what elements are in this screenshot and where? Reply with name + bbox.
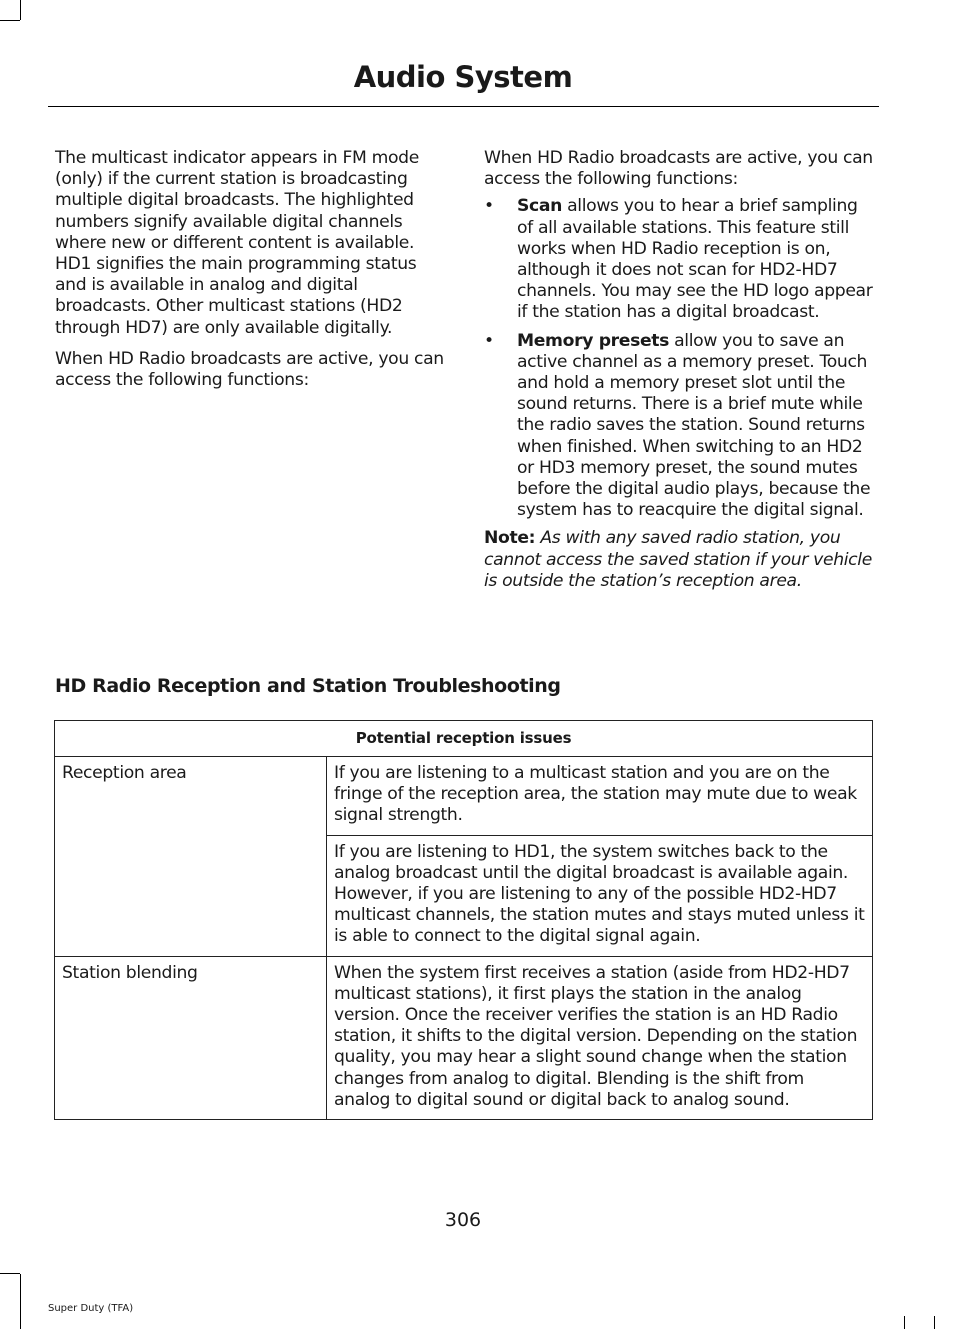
bullet-term: Memory presets (517, 330, 670, 351)
paragraph: When HD Radio broadcasts are active, you can access the following functions: (484, 148, 873, 190)
section-heading: HD Radio Reception and Station Troubleshooting (55, 675, 561, 697)
page-title: Audio System (353, 60, 573, 94)
crop-mark (20, 1274, 21, 1329)
table-header: Potential reception issues (55, 721, 873, 757)
table-header-row (55, 721, 873, 757)
header-rule (48, 106, 879, 107)
left-column (55, 148, 447, 401)
note-label: Note: (484, 528, 536, 549)
crop-mark (0, 20, 20, 21)
function-list (484, 196, 876, 521)
note-text: As with any saved radio station, you cannot access the saved station if your vehicle is outside the station’s reception area. (484, 528, 872, 591)
reception-issues-table (54, 720, 873, 1120)
table-row (55, 956, 873, 1119)
bullet-term: Scan (517, 196, 563, 217)
crop-mark (20, 0, 21, 20)
document-name: Super Duty (TFA) (48, 1303, 134, 1314)
row-label: Reception area (55, 757, 327, 957)
crop-mark (0, 1273, 20, 1274)
paragraph: The multicast indicator appears in FM mode (only) if the current station is broadcasting multiple digital broadcasts. The highlighted numbers signify available digital channels where new or different content is available. HD1 signifies the main programming status and is available in analog and digital broadcasts. Other multicast stations (HD2 through HD7) are only available digitally. (55, 148, 419, 338)
right-column (484, 148, 876, 602)
crop-mark (934, 1316, 935, 1329)
table-row (55, 757, 873, 836)
page-number: 306 (444, 1209, 482, 1231)
list-item (484, 331, 876, 522)
bullet-text: allow you to save an active channel as a memory preset. Touch and hold a memory preset slot until the sound returns. There is a brief mute while the radio saves the station. Sound returns when finished. When switching to an HD2 or HD3 memory preset, the sound mutes before the digital audio plays, because the system has to reacquire the digital signal. (517, 330, 871, 521)
crop-mark (904, 1316, 905, 1329)
row-label: Station blending (55, 956, 327, 1119)
list-item (484, 196, 876, 323)
bullet-icon: • (484, 330, 494, 351)
row-description: If you are listening to a multicast station and you are on the fringe of the reception area, the station may mute due to weak signal strength. (327, 757, 873, 836)
row-description: If you are listening to HD1, the system switches back to the analog broadcast until the digital broadcast is available again. However, if you are listening to any of the possible HD2-HD7 multicast channels, the station mutes and stays muted unless it is able to connect to the digital signal again. (327, 835, 873, 956)
row-description: When the system first receives a station (aside from HD2-HD7 multicast stations), it first plays the station in the analog version. Once the receiver verifies the station is an HD Radio station, it shifts to the digital version. Depending on the station quality, you may hear a slight sound change when the station changes from analog to digital. Blending is the shift from analog to digital sound or digital back to analog sound. (327, 956, 873, 1119)
bullet-icon: • (484, 196, 494, 217)
bullet-text: allows you to hear a brief sampling of all available stations. This feature still works when HD Radio reception is on, although it does not scan for HD2-HD7 channels. You may see the HD logo appear if the station has a digital broadcast. (517, 196, 873, 323)
paragraph: When HD Radio broadcasts are active, you can access the following functions: (55, 348, 444, 391)
note (484, 528, 876, 592)
